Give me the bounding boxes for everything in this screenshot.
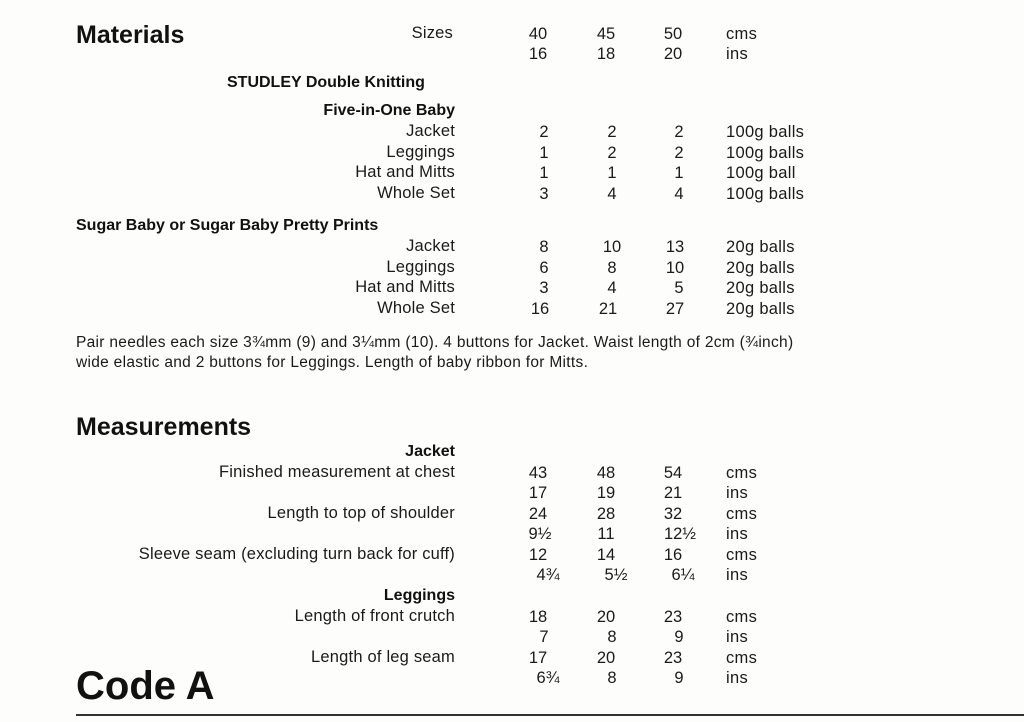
size-cm-2: 45 [596,25,616,43]
size-in-3: 20 [663,45,683,63]
g2-row-value: 4 [607,279,617,297]
g1-row-value: 1 [539,144,549,162]
unit-in: ins [726,484,748,502]
jacket-cm-value: 12 [528,546,548,564]
unit-in: ins [726,669,748,687]
g2-row-value: 8 [539,238,549,256]
jacket-cm-value: 48 [596,464,616,482]
measurements-heading: Measurements [76,413,252,441]
leggings-cm-value: 18 [528,608,548,626]
code-label: Code A [76,664,215,708]
leggings-row-label: Length of front crutch [294,607,455,625]
g2-row-value: 16 [530,300,550,318]
unit-in: ins [726,628,748,646]
g1-row-value: 1 [607,164,617,182]
size-in-1: 16 [528,45,548,63]
jacket-in-value: 4¾ [536,566,560,584]
jacket-in-value: 11 [597,525,615,543]
unit-cm: cms [726,546,758,564]
jacket-in-value: 17 [528,484,548,502]
g1-row-unit: 100g balls [726,185,805,203]
g1-row-label: Whole Set [377,184,455,202]
size-cm-unit: cms [726,25,758,43]
jacket-cm-value: 14 [596,546,616,564]
g1-row-unit: 100g ball [726,164,796,182]
g1-row-value: 2 [539,123,549,141]
g2-row-value: 27 [665,300,685,318]
jacket-row-label: Sleeve seam (excluding turn back for cuff) [138,545,455,563]
bottom-rule [76,714,1024,716]
jacket-row-label: Length to top of shoulder [267,504,455,522]
g1-row-unit: 100g balls [726,123,805,141]
jacket-in-value: 5½ [604,566,628,584]
leggings-row-label: Length of leg seam [311,648,455,666]
g2-row-unit: 20g balls [726,259,795,277]
leggings-in-value: 8 [607,628,617,646]
g1-row-value: 2 [674,123,684,141]
jacket-cm-value: 43 [528,464,548,482]
g1-row-value: 4 [674,185,684,203]
g2-row-value: 13 [665,238,685,256]
materials-heading: Materials [76,21,185,49]
leggings-in-value: 6¾ [536,669,560,687]
unit-in: ins [726,566,748,584]
unit-cm: cms [726,505,758,523]
yarn-brand: STUDLEY Double Knitting [227,74,425,91]
group2-title: Sugar Baby or Sugar Baby Pretty Prints [76,217,379,234]
unit-in: ins [726,525,748,543]
jacket-in-value: 6¼ [671,566,695,584]
leggings-in-value: 8 [607,669,617,687]
leggings-cm-value: 20 [596,649,616,667]
leggings-in-value: 9 [674,628,684,646]
unit-cm: cms [726,464,758,482]
leggings-cm-value: 23 [663,649,683,667]
size-in-2: 18 [596,45,616,63]
jacket-in-value: 21 [663,484,683,502]
g1-row-label: Jacket [406,122,455,140]
size-cm-1: 40 [528,25,548,43]
g2-row-value: 10 [665,259,685,277]
group1-title: Five-in-One Baby [323,102,455,119]
jacket-row-label: Finished measurement at chest [219,463,455,481]
unit-cm: cms [726,608,758,626]
g2-row-value: 21 [598,300,618,318]
g2-row-value: 5 [674,279,684,297]
g2-row-label: Leggings [386,258,455,276]
jacket-cm-value: 28 [596,505,616,523]
unit-cm: cms [726,649,758,667]
g2-row-value: 8 [607,259,617,277]
g1-row-value: 2 [607,144,617,162]
size-cm-3: 50 [663,25,683,43]
g2-row-label: Whole Set [377,299,455,317]
g1-row-value: 4 [607,185,617,203]
g2-row-value: 10 [602,238,622,256]
g2-row-unit: 20g balls [726,279,795,297]
jacket-in-value: 19 [596,484,616,502]
leggings-cm-value: 17 [528,649,548,667]
g2-row-label: Jacket [406,237,455,255]
g1-row-label: Hat and Mitts [355,163,455,181]
g1-row-value: 1 [674,164,684,182]
sizes-label: Sizes [411,24,453,42]
g1-row-label: Leggings [386,143,455,161]
g2-row-unit: 20g balls [726,300,795,318]
g2-row-label: Hat and Mitts [355,278,455,296]
jacket-in-value: 9½ [528,525,552,543]
g1-row-value: 1 [539,164,549,182]
jacket-cm-value: 24 [528,505,548,523]
jacket-title: Jacket [405,443,455,460]
g1-row-unit: 100g balls [726,144,805,162]
g1-row-value: 3 [539,185,549,203]
leggings-in-value: 9 [674,669,684,687]
g2-row-unit: 20g balls [726,238,795,256]
g1-row-value: 2 [607,123,617,141]
leggings-in-value: 7 [539,628,549,646]
jacket-cm-value: 16 [663,546,683,564]
leggings-cm-value: 23 [663,608,683,626]
leggings-title: Leggings [383,587,455,604]
g2-row-value: 3 [539,279,549,297]
g2-row-value: 6 [539,259,549,277]
leggings-cm-value: 20 [596,608,616,626]
jacket-cm-value: 32 [663,505,683,523]
materials-notes: Pair needles each size 3¾mm (9) and 3¼mm (10). 4 buttons for Jacket. Waist length of 2cm (¾inch) wide elastic and 2 buttons for Leggings. Length of baby ribbon for Mitts. [76,334,794,371]
jacket-in-value: 12½ [663,525,697,543]
size-in-unit: ins [726,45,748,63]
jacket-cm-value: 54 [663,464,683,482]
g1-row-value: 2 [674,144,684,162]
